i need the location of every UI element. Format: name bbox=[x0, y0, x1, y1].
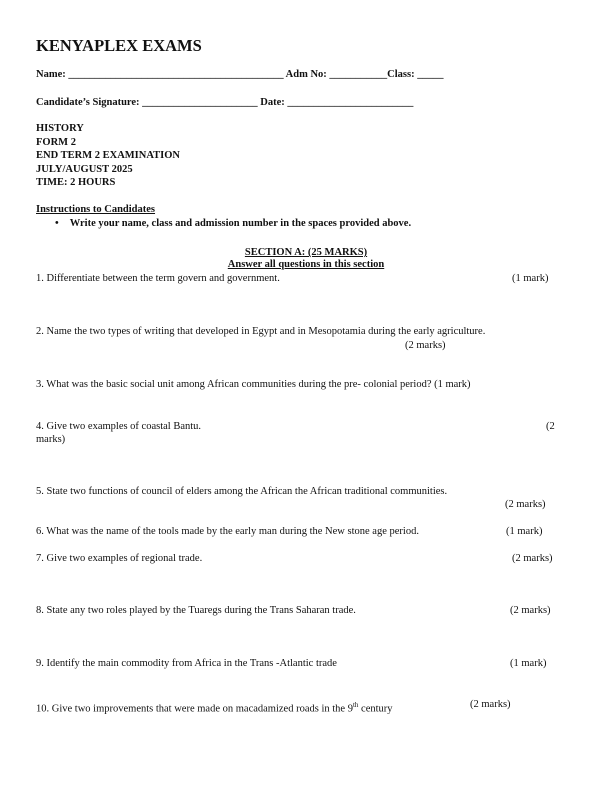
section-subtitle: Answer all questions in this section bbox=[227, 259, 385, 270]
question-10: 10. Give two improvements that were made on macadamized roads in the 9th century bbox=[36, 701, 393, 715]
instruction-item: • Write your name, class and admission number in the spaces provided above. bbox=[55, 218, 412, 229]
question-5-marks: (2 marks) bbox=[505, 499, 546, 510]
question-7-marks: (2 marks) bbox=[512, 553, 553, 564]
question-3: 3. What was the basic social unit among African communities during the pre- colonial period? (1 mark) bbox=[36, 379, 471, 390]
subject: HISTORY bbox=[36, 123, 84, 134]
exam-name: END TERM 2 EXAMINATION bbox=[36, 150, 180, 161]
question-8: 8. State any two roles played by the Tuaregs during the Trans Saharan trade. bbox=[36, 605, 356, 616]
question-1-marks: (1 mark) bbox=[512, 273, 549, 284]
question-10-marks: (2 marks) bbox=[470, 699, 511, 710]
question-4-marks: (2 bbox=[546, 421, 555, 432]
question-5: 5. State two functions of council of elders among the African the African traditional communities. bbox=[36, 486, 448, 497]
question-9: 9. Identify the main commodity from Africa in the Trans -Atlantic trade bbox=[36, 658, 337, 669]
question-6-marks: (1 mark) bbox=[506, 526, 543, 537]
document-title: KENYAPLEX EXAMS bbox=[36, 36, 202, 55]
question-6: 6. What was the name of the tools made by the early man during the New stone age period. bbox=[36, 526, 419, 537]
exam-time: TIME: 2 HOURS bbox=[36, 177, 116, 188]
question-2-marks: (2 marks) bbox=[405, 340, 446, 351]
question-1: 1. Differentiate between the term govern and government. bbox=[36, 273, 280, 284]
question-7: 7. Give two examples of regional trade. bbox=[36, 553, 203, 564]
bullet: • bbox=[55, 218, 59, 229]
question-2: 2. Name the two types of writing that developed in Egypt and in Mesopotamia during the early agriculture. bbox=[36, 326, 486, 337]
name-adm-class-line: Name: _________________________________________ Adm No: ___________Class: _____ bbox=[36, 69, 444, 80]
instructions-heading: Instructions to Candidates bbox=[36, 204, 156, 215]
question-4: 4. Give two examples of coastal Bantu. bbox=[36, 421, 202, 432]
signature-date-line: Candidate’s Signature: ______________________ Date: ________________________ bbox=[36, 97, 414, 108]
question-9-marks: (1 mark) bbox=[510, 658, 547, 669]
question-4-marks-cont: marks) bbox=[36, 434, 66, 445]
question-8-marks: (2 marks) bbox=[510, 605, 551, 616]
section-title: SECTION A: (25 MARKS) bbox=[244, 247, 368, 258]
exam-period: JULY/AUGUST 2025 bbox=[36, 163, 133, 175]
form: FORM 2 bbox=[36, 136, 76, 148]
